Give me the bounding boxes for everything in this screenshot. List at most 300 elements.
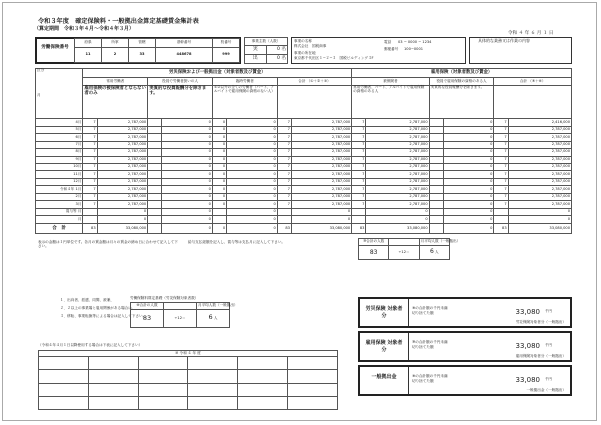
wage-cell-n2 [148,186,162,193]
wage-cell-n2 [148,178,162,185]
business-tel-label: 電話 [384,40,392,44]
wage-cell-n3: 0 [212,141,226,148]
wage-cell-w6: 0 [443,149,494,156]
wage-cell-n5: 7 [352,149,366,156]
wage-cell-n6 [429,178,443,185]
summary-box [358,365,572,396]
wage-cell-w1: 0 [97,216,148,223]
wage-cell-n6 [429,156,443,163]
wage-cell-w2: 0 [162,149,213,156]
wage-cell-n7 [494,208,508,215]
wage-cell-w7: 2,787,000 [508,201,571,208]
wage-cell-w4: 2,787,000 [291,156,351,163]
wage-cell-w7: 2,416,000 [508,119,571,126]
bottom-cell-4-6 [288,396,338,409]
wage-cell-w1: 2,787,000 [97,119,148,126]
rosai-group-header: 労災保険および一般拠出金（対象者数及び賃金） [83,69,352,78]
wage-month-cell: 3月 [36,201,83,208]
summary-box [358,297,572,328]
wage-cell-n7: 7 [494,141,508,148]
wage-cell-n7: 7 [494,163,508,170]
wage-cell-n4: 7 [277,149,291,156]
col6-header: 役員で雇用保険の資格のある人 [429,78,494,86]
bottom-cell-3-6 [288,383,338,396]
wage-month-cell: 8月 [36,149,83,156]
wage-cell-w1: 2,787,000 [97,156,148,163]
wage-cell-w7: 2,787,000 [508,193,571,200]
bottom-table-header: ⑩ 令和 ４ 年 度 [39,351,338,357]
bottom-cell-3-3 [138,383,188,396]
wage-cell-w3: 0 [227,178,278,185]
wage-cell-w4: 2,787,000 [291,126,351,133]
avg-left-col-b: 月平均人数（一般拠出） [197,303,230,310]
wage-cell-w3: 0 [227,126,278,133]
summary-label: 雇用保険 対象者分 [365,340,403,353]
summary-value: 33,080 [515,342,540,350]
summary-note: 一般拠出金（一般拠出） [526,388,566,392]
wage-cell-n6 [429,149,443,156]
wage-cell-w6: 0 [443,171,494,178]
labor-col-kikan: 基幹番号 [156,39,213,48]
wage-cell-n2 [148,126,162,133]
col3-header: 臨時労働者 [212,78,277,86]
wage-cell-w2: 0 [162,141,213,148]
labor-col-shosho: 所掌 [102,39,129,48]
wage-cell-n3 [212,208,226,215]
wage-cell-n5: 7 [352,119,366,126]
wage-cell-w1: 2,787,000 [97,201,148,208]
wage-cell-n6 [429,216,443,223]
note-left-2: 給与支払総額を記入し、賞与等は支払月に記入して下さい。 [188,240,286,244]
wage-cell-w5: 2,787,000 [366,186,429,193]
wage-cell-n2 [148,201,162,208]
wage-cell-n2 [148,119,162,126]
business-zip-value: 100−0001 [404,47,424,51]
wage-cell-n4: 7 [277,119,291,126]
col7-formula: （⑤＋⑥） [528,79,546,83]
avg-right-value-a: 83 [359,246,389,260]
wage-cell-w2: 0 [162,216,213,223]
wage-cell-n5 [352,216,366,223]
wage-row [36,126,572,133]
avg-right-div-spacer [389,239,419,246]
wage-cell-n5: 7 [352,156,366,163]
bottom-cell-3-2 [88,383,138,396]
wage-cell-w7: 2,787,000 [508,178,571,185]
wage-cell-n1: 7 [83,126,97,133]
wage-cell-n6 [429,186,443,193]
summary-value: 33,080 [515,376,540,384]
bottom-cell-3-5 [238,383,288,396]
total-w5: 33,080,000 [366,223,429,233]
wage-cell-n6 [429,119,443,126]
wage-month-cell: 令和４年 1月 [36,186,83,193]
wage-cell-n5: 7 [352,186,366,193]
wage-cell-n7: 7 [494,126,508,133]
col1-header: 常用労働者 [83,78,148,86]
wage-row [36,216,572,223]
bottom-cell-4-2 [88,396,138,409]
wage-cell-w3: 0 [227,149,278,156]
wage-cell-w7: 2,787,000 [508,171,571,178]
wage-cell-n3: 0 [212,149,226,156]
wage-cell-n7: 7 [494,171,508,178]
wage-cell-w1: 2,787,000 [97,186,148,193]
wage-cell-w3: 0 [227,156,278,163]
wage-cell-w3: 0 [227,141,278,148]
wage-cell-n2 [148,171,162,178]
wage-cell-w7: 0 [508,208,571,215]
wage-cell-n3: 0 [212,119,226,126]
wage-row [36,163,572,170]
wage-cell-n2 [148,149,162,156]
wage-cell-n1: 7 [83,134,97,141]
wage-cell-w7: 0 [508,216,571,223]
wage-cell-w2: 0 [162,163,213,170]
wage-cell-n2 [148,134,162,141]
wage-cell-w2: 0 [162,119,213,126]
wage-cell-w1: 2,787,000 [97,178,148,185]
wage-cell-n5: 7 [352,141,366,148]
note-small-4: （令和４年４月１日以降使用する場合は下表に記入して下さい） [38,343,143,347]
persons-label-1: 実 [245,46,267,55]
wage-cell-n2 [148,208,162,215]
wage-cell-n6 [429,126,443,133]
wage-cell-w6: 0 [443,134,494,141]
wage-cell-n3 [212,216,226,223]
wage-cell-w5: 2,787,000 [366,163,429,170]
business-type-label: 具体的な業務又は作業の内容 [478,38,530,43]
summary-line1: ⑨の合計額の千円未満 [412,340,448,344]
avg-right-unit: 人 [435,250,439,255]
avg-left-value-b: 6 [208,313,213,322]
wage-cell-n6 [429,208,443,215]
labor-number-label: 労働保険番号 [41,45,69,50]
wage-month-cell: 7月 [36,141,83,148]
bottom-cell-1-1 [39,357,89,370]
wage-cell-n1: 7 [83,193,97,200]
summary-divider [408,333,409,360]
wage-cell-n6 [429,141,443,148]
wage-month-cell: 2月 [36,193,83,200]
wage-cell-w1: 2,787,000 [97,134,148,141]
wage-cell-n4: 7 [277,171,291,178]
wage-cell-w5: 2,787,000 [366,126,429,133]
summary-line2: 切り捨てた額 [412,311,434,315]
wage-total-row [36,223,572,233]
wage-cell-w4: 2,787,000 [291,186,351,193]
wage-cell-w2: 0 [162,186,213,193]
wage-month-cell: 10月 [36,163,83,170]
labor-number-table [74,38,240,63]
total-w2: 0 [162,223,213,233]
wage-cell-w1: 2,787,000 [97,126,148,133]
wage-cell-w3: 0 [227,119,278,126]
labor-val-kankatsu: 33 [129,48,156,63]
avg-left-col-a: ⑧合計の人数 [131,303,164,310]
wage-cell-n3: 0 [212,171,226,178]
avg-left-value-a: 83 [131,310,164,328]
wage-cell-w6: 0 [443,186,494,193]
wage-cell-w7: 2,787,000 [508,149,571,156]
labor-val-eda: 999 [213,48,240,63]
wage-cell-w1: 2,787,000 [97,163,148,170]
col6-note: 実質的な役員報酬分を除きます。 [429,86,494,119]
summary-divider [408,367,409,394]
wage-cell-n4: 7 [277,193,291,200]
wage-cell-w7: 2,787,000 [508,156,571,163]
wage-row [36,208,572,215]
avg-left-div: ÷12＝ [164,310,197,328]
col3-note: ①②以外の全ての労働者（パート、アルバイトで雇用保険の資格のない人） [212,86,277,119]
bottom-cell-1-4 [188,357,238,370]
wage-cell-n7: 7 [494,193,508,200]
wage-cell-n1: 7 [83,201,97,208]
persons-label-2: 出 [245,55,267,64]
koyo-group-header: 雇用保険（対象者数及び賃金） [352,69,572,78]
wage-cell-n7 [494,216,508,223]
wage-row [36,193,572,200]
total-label: 合 計 [36,223,83,233]
avg-left-unit: 人 [213,316,218,321]
wage-cell-w5: 2,787,000 [366,201,429,208]
business-name-value: 株式会社 国税商事 [294,44,327,48]
avg-right-div: ÷12＝ [389,246,419,260]
wage-cell-w2: 0 [162,126,213,133]
note-small-2: ２．２以上の事業場と雇用関係がある場合は、 [60,306,136,310]
wage-row [36,134,572,141]
wage-cell-n4: 7 [277,201,291,208]
wage-row [36,141,572,148]
bottom-cell-4-1 [39,396,89,409]
total-n5: 83 [352,223,366,233]
labor-col-kankatsu: 管轄 [129,39,156,48]
avg-left-div-spacer [164,303,197,310]
wage-cell-w2: 0 [162,178,213,185]
wage-cell-w5: 2,787,000 [366,119,429,126]
wage-cell-w5: 2,787,000 [366,149,429,156]
wage-cell-w4: 2,787,000 [291,134,351,141]
wage-cell-w6: 0 [443,216,494,223]
wage-cell-n4: 7 [277,141,291,148]
wage-cell-w2: 0 [162,208,213,215]
wage-cell-n4: 7 [277,163,291,170]
labor-val-shosho: 2 [102,48,129,63]
wage-cell-w4: 2,787,000 [291,178,351,185]
wage-cell-n2 [148,141,162,148]
col4-note [277,86,351,119]
summary-unit: 千円 [544,377,552,381]
wage-row [36,178,572,185]
wage-cell-n1: 7 [83,178,97,185]
wage-cell-n5 [352,208,366,215]
wage-cell-n5: 7 [352,163,366,170]
avg-right-value-b: 6 [430,248,434,256]
col7-note [494,86,572,119]
wage-cell-n3: 0 [212,193,226,200]
bottom-cell-3-1 [39,383,89,396]
wage-cell-n4: 7 [277,178,291,185]
wage-cell-n6 [429,193,443,200]
bottom-cell-2-5 [238,370,288,383]
wage-cell-w6: 0 [443,208,494,215]
wage-cell-w5: 2,787,000 [366,193,429,200]
wage-cell-w1: 2,787,000 [97,171,148,178]
persons-value-2: 0 名 [266,55,288,64]
bottom-cell-4-5 [238,396,288,409]
wage-cell-w6: 0 [443,163,494,170]
wage-cell-n5: 7 [352,171,366,178]
month-label: 月 [37,93,41,98]
avg-right-value-cell [419,246,449,260]
col7-header [494,78,572,86]
wage-cell-w5: 2,787,000 [366,156,429,163]
business-location-label: 事業の所在地 [294,51,316,55]
summary-box [358,331,572,362]
bottom-cell-4-3 [138,396,188,409]
wage-cell-n7: 7 [494,156,508,163]
wage-cell-n2 [148,216,162,223]
total-w1: 33,080,000 [97,223,148,233]
wage-cell-w6: 0 [443,141,494,148]
wage-cell-n7: 7 [494,178,508,185]
wage-month-cell: 5月 [36,126,83,133]
wage-row [36,201,572,208]
wage-cell-n3: 0 [212,186,226,193]
wage-cell-n1 [83,208,97,215]
avg-box-right [358,238,461,260]
business-zip-label: 郵便番号 [384,47,399,51]
wage-cell-w6: 0 [443,156,494,163]
wage-row [36,171,572,178]
summary-note: 労災保険対象者分（一般拠出） [515,320,566,324]
wage-cell-w6: 0 [443,119,494,126]
col1-note: 雇用保険の被保険者とならない者のみ [83,86,148,119]
persons-table [244,37,288,64]
wage-cell-w3: 0 [227,208,278,215]
bottom-cell-1-6 [288,357,338,370]
wage-cell-n1 [83,216,97,223]
wage-cell-w1: 2,787,000 [97,193,148,200]
wage-cell-n2 [148,163,162,170]
bottom-cell-1-2 [88,357,138,370]
wage-cell-w1: 2,787,000 [97,149,148,156]
col7-title: 合計 [519,79,528,83]
wage-month-cell: 11月 [36,171,83,178]
wage-cell-w5: 2,787,000 [366,141,429,148]
wage-cell-w2: 0 [162,171,213,178]
wage-cell-w3: 0 [227,163,278,170]
wage-cell-n4: 7 [277,186,291,193]
bottom-cell-2-2 [88,370,138,383]
total-n4: 83 [277,223,291,233]
wage-cell-n1: 7 [83,119,97,126]
document-title: 令和３年度 確定保険料・一般拠出金算定基礎賃金集計表 [38,18,199,25]
wage-month-cell: 4月 [36,119,83,126]
total-n7: 83 [494,223,508,233]
wage-cell-n6 [429,201,443,208]
wage-cell-n1: 7 [83,141,97,148]
wage-cell-w5: 2,787,000 [366,134,429,141]
wage-cell-n1: 7 [83,186,97,193]
avg-left-header: 労働保険料算定基礎（労災保険対象者数） [130,296,199,300]
summary-value: 33,080 [515,308,540,316]
wage-cell-w5: 0 [366,216,429,223]
avg-left-value-cell [197,310,230,328]
wage-cell-n7: 7 [494,119,508,126]
col2-header: 役員で労働者扱いの人 [148,78,213,86]
labor-col-eda: 枝番号 [213,39,240,48]
wage-row [36,149,572,156]
wage-cell-n1: 7 [83,163,97,170]
note-left-1: 表示の金額は１円単位です。各月の賃金額は月々の賃金の締め日に合わせて記入して下さい。 [38,240,178,249]
wage-cell-w7: 2,787,000 [508,141,571,148]
wage-cell-n5: 7 [352,126,366,133]
wage-cell-n2 [148,193,162,200]
total-w3: 0 [227,223,278,233]
wage-cell-w6: 0 [443,126,494,133]
bottom-cell-1-3 [138,357,188,370]
avg-right-col-b: 月平均人数（一般拠出） [419,239,449,246]
wage-cell-w4: 2,787,000 [291,163,351,170]
labor-val-kikan: 448678 [156,48,213,63]
document-subtitle: （算定期間 令和３年４月〜令和４年３月） [34,26,135,32]
wage-month-cell: 9月 [36,156,83,163]
wage-cell-w4: 0 [291,208,351,215]
bottom-cell-2-4 [188,370,238,383]
wage-cell-w3: 0 [227,216,278,223]
bottom-cell-4-4 [188,396,238,409]
bottom-cell-3-4 [188,383,238,396]
wage-cell-n4: 7 [277,134,291,141]
labor-col-pref: 府県 [75,39,102,48]
persons-value-1: 0 名 [266,46,288,55]
wage-cell-n5: 7 [352,134,366,141]
summary-line2: 切り捨てた額 [412,345,434,349]
labor-val-pref: 11 [75,48,102,63]
bottom-cell-2-6 [288,370,338,383]
wage-cell-n1: 7 [83,149,97,156]
wage-cell-n3: 0 [212,201,226,208]
col4-title: 合計 [298,79,306,83]
wage-cell-w5: 2,787,000 [366,171,429,178]
wage-cell-w3: 0 [227,193,278,200]
wage-cell-n7: 7 [494,134,508,141]
avg-box-left [130,302,238,328]
wage-table [35,68,572,234]
total-n1: 83 [83,223,97,233]
wage-cell-n7: 7 [494,201,508,208]
wage-cell-w3: 0 [227,171,278,178]
total-w6: 0 [443,223,494,233]
business-name-label: 事業の名称 [294,39,312,43]
summary-label: 一般拠出金 [371,374,397,380]
wage-cell-n7: 7 [494,149,508,156]
wage-cell-n6 [429,163,443,170]
summary-line1: ⑧の合計額の千円未満 [412,306,448,310]
wage-cell-w3: 0 [227,201,278,208]
wage-cell-w3: 0 [227,186,278,193]
wage-month-cell: 月 [36,216,83,223]
section-label: 区分 [37,68,45,72]
wage-rows [36,119,572,224]
wage-cell-n4: 7 [277,156,291,163]
wage-cell-n5: 7 [352,201,366,208]
wage-cell-n3: 0 [212,126,226,133]
wage-cell-n7: 7 [494,186,508,193]
wage-month-cell: 12月 [36,178,83,185]
wage-cell-w1: 0 [97,208,148,215]
